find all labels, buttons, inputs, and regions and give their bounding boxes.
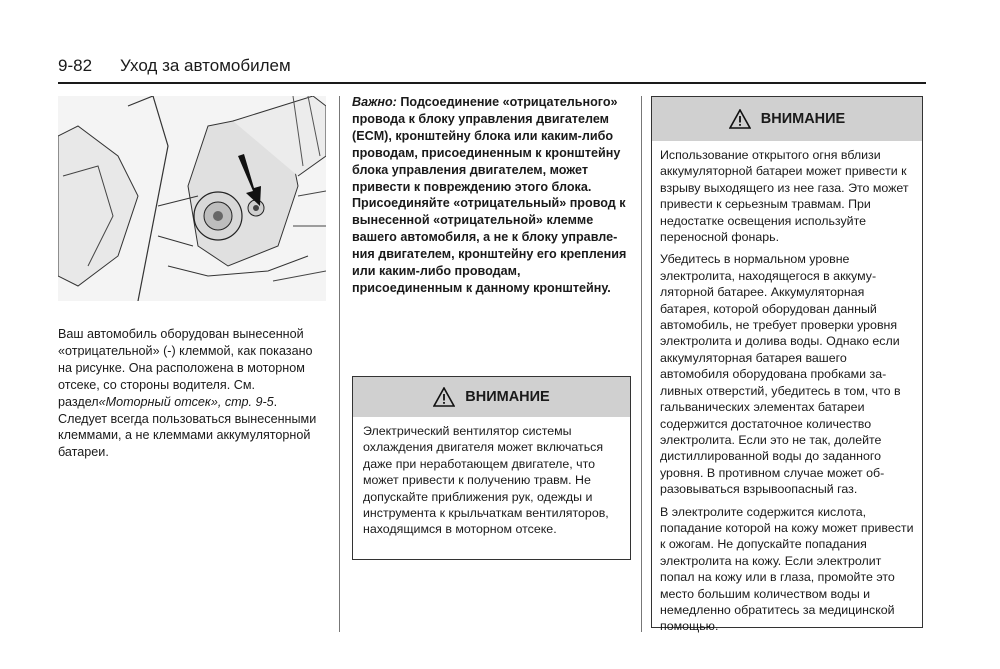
important-text: Подсоединение «отрицательного» провода к блоку управления двигателем (ECM), кронштейну блока или каким-либо проводам, присоединенным к кронштейну блока управления двигателем, может привести к повреждению этого блока. Присоединяйте «отрицательный» провод к вынесенной «отрицательной» клемме вашего автомобиля, а не к блоку управления двигателем, кронштейну его крепления или каким-либо проводам, присоединенным к данному кронштейну.: [352, 95, 627, 295]
caption-text: Ваш автомобиль оборудован вынесенной «отрицательной» (-) клеммой, как показано на рисунке. Она расположена в моторном отсеке, со стороны водителя. См. раздел: [58, 327, 313, 409]
figure-caption: [58, 326, 328, 461]
section-title: Уход за автомобилем: [120, 56, 291, 75]
page-header: [58, 56, 291, 76]
header-rule: [58, 82, 926, 84]
warning-box-battery: [651, 96, 923, 634]
caption-text-end: . Следует всегда пользоваться вынесенными клеммами, а не клеммами аккумуляторной батареи.: [58, 394, 317, 460]
warning-triangle-icon: [433, 387, 455, 407]
engine-illustration: [58, 96, 326, 301]
warning-box-fan: [352, 376, 631, 560]
warning-paragraph-open-flame: Использование открытого огня вблизи аккумуляторной батареи может привести к взрыву выходящего из нее газа. Это может привести к серьезным травмам. При недостатке освещения используйте переносной фонарь.: [660, 148, 909, 245]
warning-title: ВНИМАНИЕ: [760, 111, 846, 127]
warning-text: Электрический вентилятор системы охлаждения двигателя может включаться даже при неработающем двигателе, что может привести к получению травм. Не допускайте приближения рук, одежды и инструмента к крыльчаткам вентиляторов, находящимся в моторном отсеке.: [363, 424, 609, 537]
column-divider-right: [641, 96, 642, 632]
warning-header: [353, 377, 630, 417]
page-number: 9-82: [58, 56, 93, 75]
important-notice: [352, 94, 630, 297]
section-reference-link[interactable]: «Моторный отсек», стр. 9-5: [98, 394, 274, 409]
column-divider-left: [339, 96, 340, 632]
warning-paragraph-acid: В электролите содержится кислота, попадание которой на кожу может привести к ожогам. Не допускайте попадания электролита на кожу. Если электролит попал на кожу или в глаза, промойте это место большим количеством воды и немедленно обратитесь за медицинской помощью.: [660, 504, 914, 634]
warning-triangle-icon: [729, 109, 751, 129]
warning-title: ВНИМАНИЕ: [465, 389, 550, 405]
engine-compartment-negative-terminal-illustration: [58, 96, 326, 301]
important-label: Важно:: [352, 95, 397, 109]
warning-paragraph-electrolyte-level: Убедитесь в нормальном уровне электролита, находящегося в аккумуляторной батарее. Аккумуляторная батарея, которой оборудован данный автомобиль, не требует проверки уровня электролита и долива воды. Однако если аккумуляторная батарея вашего автомобиля оборудована пробками заливных отверстий, убедитесь в том, что в гальванических элементах батареи содержится достаточное количество электролита. Если это не так, долейте дистиллированной воды до заданного уровня. В противном случае может образовываться взрывоопасный газ.: [660, 252, 901, 497]
warning-header: [652, 97, 922, 141]
